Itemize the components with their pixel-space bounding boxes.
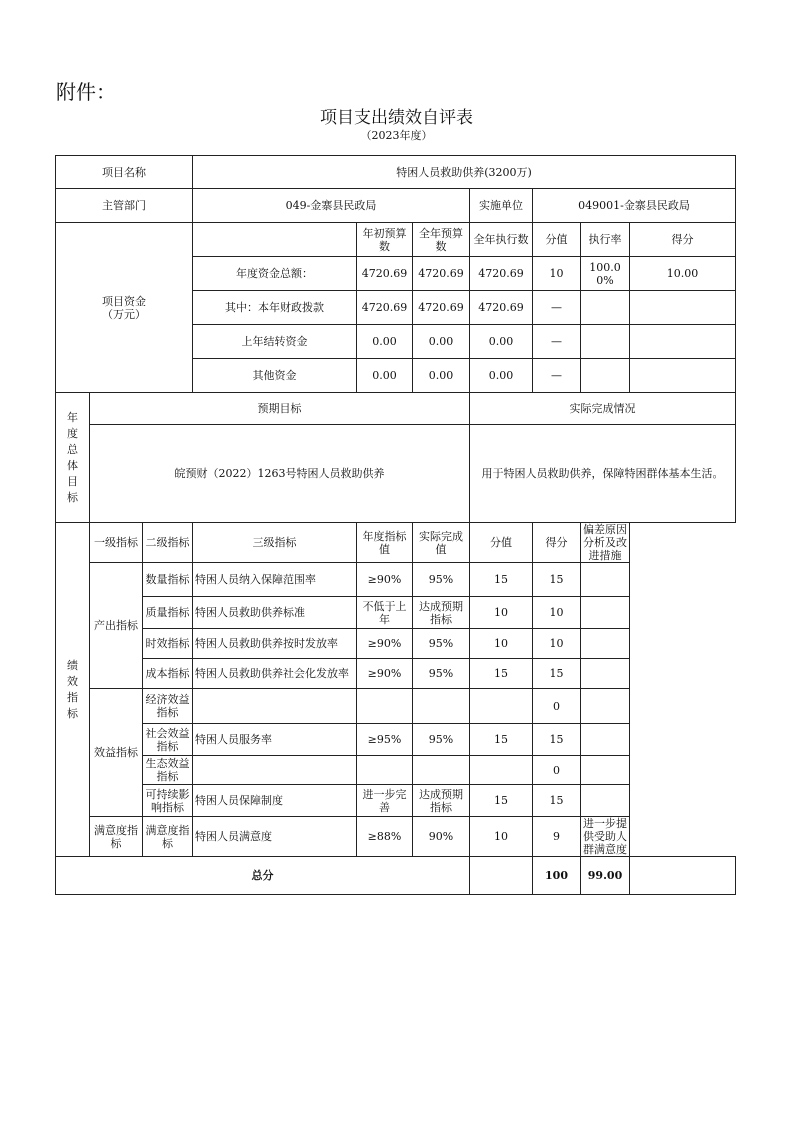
funds-executed: 0.00: [470, 325, 533, 359]
funds-row-label: 上年结转资金: [193, 325, 357, 359]
level3-cell: 特困人员救助供养标准: [193, 597, 357, 629]
funds-row-label: 年度资金总额：: [193, 257, 357, 291]
target-cell: ≥95%: [357, 724, 413, 756]
total-blank: [470, 857, 533, 895]
value-cell: 15: [470, 659, 533, 689]
level1-satisfaction: 满意度指标: [90, 817, 143, 857]
total-label: 总分: [56, 857, 470, 895]
level2-cell: 可持续影响指标: [143, 785, 193, 817]
indicator-header: 实际完成值: [413, 523, 470, 563]
target-cell: ≥90%: [357, 629, 413, 659]
target-cell: 不低于上年: [357, 597, 413, 629]
total-reason-blank: [630, 857, 736, 895]
score-cell: 9: [533, 817, 581, 857]
goal-label-char: 年: [67, 410, 78, 424]
actual-cell: 达成预期指标: [413, 785, 470, 817]
funds-rate: [581, 325, 630, 359]
funds-initial: 4720.69: [357, 257, 413, 291]
funds-score: 10.00: [630, 257, 736, 291]
score-cell: 0: [533, 689, 581, 724]
score-cell: 10: [533, 597, 581, 629]
reason-cell: [581, 785, 630, 817]
reason-cell: [581, 689, 630, 724]
actual-result: 用于特困人员救助供养，保障特困群体基本生活。: [470, 425, 736, 523]
table-row: [56, 756, 736, 785]
funds-score: [630, 325, 736, 359]
indicator-header: 二级指标: [143, 523, 193, 563]
score-cell: 15: [533, 724, 581, 756]
target-cell: ≥88%: [357, 817, 413, 857]
level3-cell: 特困人员满意度: [193, 817, 357, 857]
funds-score: [630, 359, 736, 393]
target-cell: ≥90%: [357, 563, 413, 597]
funds-executed: 0.00: [470, 359, 533, 393]
actual-cell: 90%: [413, 817, 470, 857]
reason-cell: [581, 756, 630, 785]
indicator-label-char: 绩: [67, 658, 78, 672]
reason-cell: [581, 597, 630, 629]
funds-header: 执行率: [581, 223, 630, 257]
reason-cell: [581, 724, 630, 756]
actual-cell: 95%: [413, 563, 470, 597]
funds-row-label: 其中：本年财政拨款: [193, 291, 357, 325]
actual-result-label: 实际完成情况: [470, 393, 736, 425]
funds-executed: 4720.69: [470, 257, 533, 291]
table-row: [56, 659, 736, 689]
funds-score-value: —: [533, 291, 581, 325]
funds-score: [630, 291, 736, 325]
level3-cell: [193, 756, 357, 785]
level2-cell: 生态效益指标: [143, 756, 193, 785]
indicator-label-char: 指: [67, 690, 78, 704]
table-row: [56, 817, 736, 857]
indicator-label-char: 效: [67, 674, 78, 688]
impl-value: 049001-金寨县民政局: [533, 189, 736, 223]
level2-cell: 数量指标: [143, 563, 193, 597]
funds-annual: 4720.69: [413, 257, 470, 291]
level2-cell: 满意度指标: [143, 817, 193, 857]
reason-cell: [581, 629, 630, 659]
impl-label: 实施单位: [470, 189, 533, 223]
funds-initial: 4720.69: [357, 291, 413, 325]
goal-label-char: 度: [67, 426, 78, 440]
score-cell: 15: [533, 563, 581, 597]
total-row: [56, 857, 736, 895]
funds-score-value: —: [533, 359, 581, 393]
indicator-header: 年度指标值: [357, 523, 413, 563]
indicator-header: 分值: [470, 523, 533, 563]
indicator-header: 得分: [533, 523, 581, 563]
goal-label-char: 总: [67, 442, 78, 456]
score-cell: 0: [533, 756, 581, 785]
page-title: 项目支出绩效自评表: [320, 108, 473, 128]
table-row: [56, 689, 736, 724]
funds-header: 得分: [630, 223, 736, 257]
goal-label-char: 体: [67, 458, 78, 472]
target-cell: [357, 756, 413, 785]
funds-annual: 0.00: [413, 359, 470, 393]
dept-label: 主管部门: [56, 189, 193, 223]
level3-cell: 特困人员救助供养社会化发放率: [193, 659, 357, 689]
funds-label: [56, 223, 193, 393]
target-cell: 进一步完善: [357, 785, 413, 817]
attachment-label: 附件：: [56, 80, 116, 104]
level3-cell: 特困人员服务率: [193, 724, 357, 756]
funds-rate: [581, 291, 630, 325]
value-cell: 15: [470, 563, 533, 597]
funds-header-blank: [193, 223, 357, 257]
value-cell: [470, 756, 533, 785]
actual-cell: [413, 689, 470, 724]
funds-initial: 0.00: [357, 359, 413, 393]
goal-label-char: 标: [67, 490, 78, 504]
level2-cell: 经济效益指标: [143, 689, 193, 724]
indicator-header: 三级指标: [193, 523, 357, 563]
total-score: 99.00: [581, 857, 630, 895]
actual-cell: 达成预期指标: [413, 597, 470, 629]
funds-executed: 4720.69: [470, 291, 533, 325]
level3-cell: 特困人员保障制度: [193, 785, 357, 817]
annual-goal-label: [56, 393, 90, 523]
funds-score-value: 10: [533, 257, 581, 291]
indicator-label-char: 标: [67, 706, 78, 720]
level2-cell: 社会效益指标: [143, 724, 193, 756]
funds-header: 分值: [533, 223, 581, 257]
funds-rate: [581, 359, 630, 393]
value-cell: [470, 689, 533, 724]
funds-label-text: 项目资金（万元）: [102, 294, 146, 321]
level1-benefit: 效益指标: [90, 689, 143, 817]
expected-goal: 皖预财（2022）1263号特困人员救助供养: [90, 425, 470, 523]
level1-output: 产出指标: [90, 563, 143, 689]
performance-table: [55, 155, 736, 895]
expected-goal-label: 预期目标: [90, 393, 470, 425]
score-cell: 15: [533, 785, 581, 817]
funds-rate: 100.00%: [581, 257, 630, 291]
actual-cell: [413, 756, 470, 785]
funds-score-value: —: [533, 325, 581, 359]
table-row: [56, 563, 736, 597]
value-cell: 10: [470, 597, 533, 629]
value-cell: 15: [470, 724, 533, 756]
project-name-label: 项目名称: [56, 156, 193, 189]
funds-annual: 0.00: [413, 325, 470, 359]
level2-cell: 时效指标: [143, 629, 193, 659]
value-cell: 10: [470, 629, 533, 659]
indicator-header: 一级指标: [90, 523, 143, 563]
level2-cell: 成本指标: [143, 659, 193, 689]
funds-header: 全年执行数: [470, 223, 533, 257]
performance-indicator-label: [56, 523, 90, 857]
year-label: （2023年度）: [360, 129, 433, 142]
target-cell: [357, 689, 413, 724]
table-row: [56, 724, 736, 756]
indicator-header: 偏差原因分析及改进措施: [581, 523, 630, 563]
goal-label-char: 目: [67, 474, 78, 488]
level2-cell: 质量指标: [143, 597, 193, 629]
dept-value: 049-金寨县民政局: [193, 189, 470, 223]
funds-annual: 4720.69: [413, 291, 470, 325]
actual-cell: 95%: [413, 724, 470, 756]
total-value: 100: [533, 857, 581, 895]
reason-cell: [581, 659, 630, 689]
value-cell: 10: [470, 817, 533, 857]
table-row: [56, 629, 736, 659]
value-cell: 15: [470, 785, 533, 817]
actual-cell: 95%: [413, 629, 470, 659]
project-name: 特困人员救助供养(3200万): [193, 156, 736, 189]
funds-initial: 0.00: [357, 325, 413, 359]
funds-header: 全年预算数: [413, 223, 470, 257]
funds-row-label: 其他资金: [193, 359, 357, 393]
level3-cell: 特困人员救助供养按时发放率: [193, 629, 357, 659]
reason-cell: 进一步提供受助人群满意度: [581, 817, 630, 857]
target-cell: ≥90%: [357, 659, 413, 689]
table-row: [56, 785, 736, 817]
score-cell: 15: [533, 659, 581, 689]
level3-cell: [193, 689, 357, 724]
level3-cell: 特困人员纳入保障范围率: [193, 563, 357, 597]
table-row: [56, 597, 736, 629]
actual-cell: 95%: [413, 659, 470, 689]
funds-header: 年初预算数: [357, 223, 413, 257]
score-cell: 10: [533, 629, 581, 659]
reason-cell: [581, 563, 630, 597]
